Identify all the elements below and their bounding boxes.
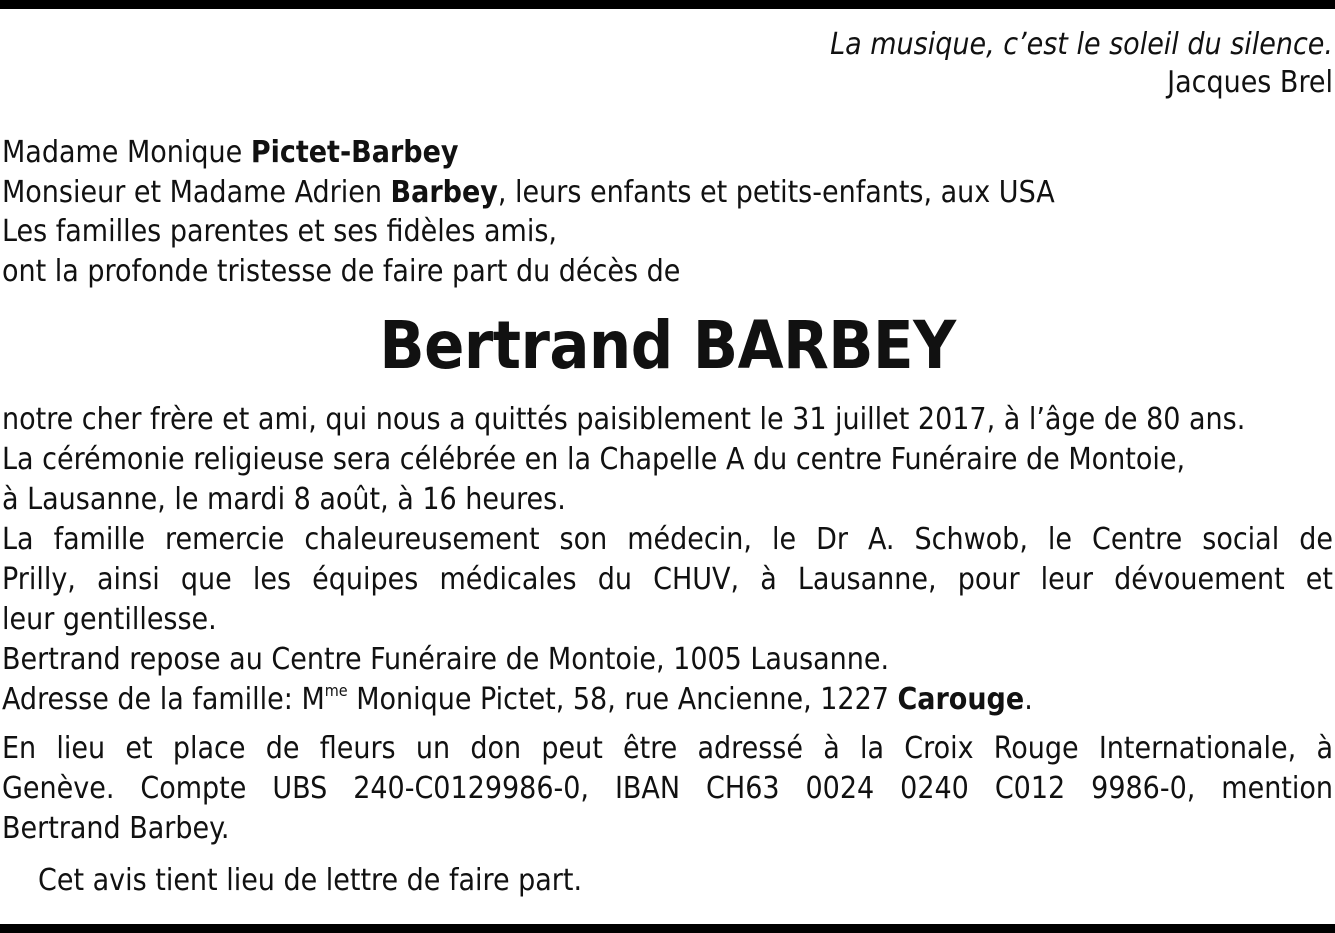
mourner-line-2 <box>2 173 1055 213</box>
donation-line-2: Genève. Compte UBS 240-C0129986-0, IBAN CH63 0024 0240 C012 9986-0, mention <box>2 771 1333 806</box>
donation-line-1: En lieu et place de fleurs un don peut être adressé à la Croix Rouge Internationale, à <box>2 731 1333 766</box>
ceremony-line-2: à Lausanne, le mardi 8 août, à 16 heures. <box>2 482 566 517</box>
mourner-line-1 <box>2 133 1055 173</box>
epigraph-author: Jacques Brel <box>1167 65 1333 100</box>
deceased-name: Bertrand BARBEY <box>379 307 956 384</box>
epigraph <box>830 26 1333 102</box>
mourner-2-surname: Barbey <box>390 174 498 210</box>
repose-line: Bertrand repose au Centre Funéraire de Montoie, 1005 Lausanne. <box>2 642 890 677</box>
family-address <box>2 680 1333 720</box>
mourner-1-surname: Pictet-Barbey <box>250 135 459 170</box>
address-city: Carouge <box>897 682 1025 717</box>
epigraph-quote: La musique, c’est le soleil du silence. <box>830 27 1333 62</box>
address-suffix: . <box>1024 682 1033 717</box>
donation-notice <box>2 729 1333 849</box>
mourners-list <box>2 133 1055 291</box>
mourner-2-suffix: , leurs enfants et petits-enfants, aux USA <box>497 174 1055 210</box>
mourner-1-prefix: Madame Monique <box>2 135 251 170</box>
mourner-2-prefix: Monsieur et Madame Adrien <box>2 174 391 210</box>
address-street: Monique Pictet, 58, rue Ancienne, 1227 <box>347 682 898 717</box>
thanks-line-1: La famille remercie chaleureusement son médecin, le Dr A. Schwob, le Centre social de <box>2 522 1333 557</box>
body-line-1: notre cher frère et ami, qui nous a quittés paisiblement le 31 juillet 2017, à l’âge de 80 ans. <box>2 402 1246 437</box>
top-rule <box>0 0 1335 9</box>
obituary-body <box>2 400 1333 720</box>
mourner-line-3: Les familles parentes et ses fidèles amis, <box>2 214 557 249</box>
closing-line: Cet avis tient lieu de lettre de faire part. <box>38 863 583 898</box>
thanks-line-3: leur gentillesse. <box>2 602 217 637</box>
ceremony-line-1: La cérémonie religieuse sera célébrée en la Chapelle A du centre Funéraire de Montoie, <box>2 442 1186 477</box>
announcement-line: ont la profonde tristesse de faire part du décès de <box>2 253 681 289</box>
donation-line-3: Bertrand Barbey. <box>2 811 230 846</box>
bottom-rule <box>0 924 1335 933</box>
thanks-line-2: Prilly, ainsi que les équipes médicales du CHUV, à Lausanne, pour leur dévouement et <box>2 562 1333 597</box>
address-prefix: Adresse de la famille: M <box>2 682 325 717</box>
address-title-sup: me <box>324 681 348 700</box>
